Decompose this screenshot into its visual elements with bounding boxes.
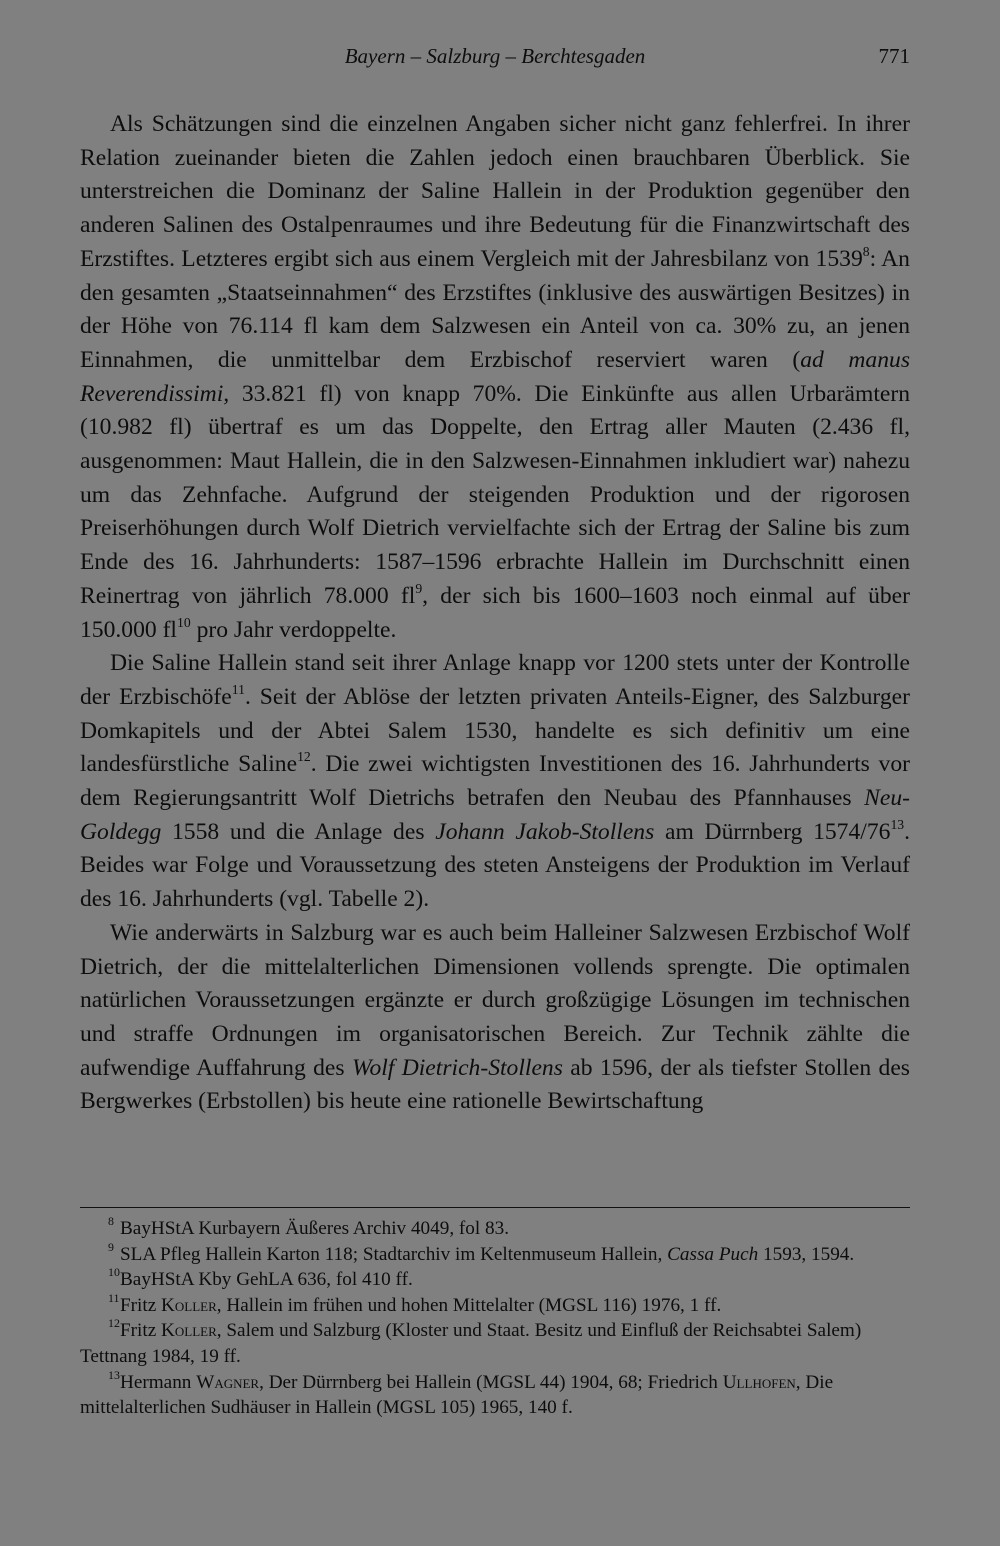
- footnote-ref-10: 10: [177, 614, 191, 630]
- footnote-10: 10BayHStA Kby GehLA 636, fol 410 ff.: [108, 1265, 413, 1291]
- text-run: Die Saline Hallein stand seit ihrer Anlage knapp vor 1200 stets unter der Kontrolle der Erzbischöfe: [80, 650, 910, 710]
- footnote-separator: [80, 1207, 910, 1208]
- footnote-ref-12: 12: [297, 749, 311, 765]
- text-run: . Seit der Ablöse der letzten privaten Anteils-Eigner, des Salzburger Domkapitels und der Abtei Salem 1530, handelte es sich definitiv um eine landesfürstliche Saline: [80, 683, 910, 778]
- footnote-text: SLA Pfleg Hallein Karton 118; Stadtarchiv im Keltenmuseum Hallein,: [120, 1243, 668, 1265]
- footnote-text: BayHStA Kby GehLA 636, fol 410 ff.: [120, 1269, 413, 1291]
- footnotes: [80, 1216, 910, 1421]
- footnote-12: 12Fritz Koller, Salem und Salzburg (Kloster und Staat. Besitz und Einfluß der Reichsabtei Salem) Tettnang 1984, 19 ff.: [80, 1316, 862, 1367]
- text-run: , der sich bis 1600–1603 noch einmal auf über 150.000 fl: [80, 582, 910, 643]
- text-run: 1558 und die Anlage des: [161, 818, 436, 845]
- footnote-text: BayHStA Kurbayern Äußeres Archiv 4049, fol 83.: [120, 1218, 510, 1239]
- footnote-text: , Die mittelalterlichen Sudhäuser in Hallein (MGSL 105) 1965, 140 f.: [80, 1371, 834, 1419]
- running-title: Bayern – Salzburg – Berchtesgaden: [344, 44, 646, 68]
- italic-phrase: Johann Jakob-Stollens: [435, 818, 655, 845]
- footnote-text: , Hallein im frühen und hohen Mittelalter (MGSL 116) 1976, 1 ff.: [216, 1294, 722, 1316]
- author-name: Koller: [161, 1320, 217, 1342]
- text-run: : An den gesamten „Staatseinnahmen“ des Erzstiftes (inklusive des auswärtigen Besitzes) in der Höhe von 76.114 fl kam dem Salzwesen ein Anteil von ca. 30% zu, an jenen Einnahmen, die unmittelbar dem Erzbischof reserviert waren (: [80, 245, 910, 373]
- author-name: Koller: [161, 1294, 217, 1316]
- footnote-9: 9 SLA Pfleg Hallein Karton 118; Stadtarchiv im Keltenmuseum Hallein, Cassa Puch 1593, 1594.: [108, 1239, 855, 1265]
- footnote-ref-9: 9: [415, 581, 423, 596]
- text-run: . Beides war Folge und Voraussetzung des steten Ansteigens der Produktion im Verlauf des 16. Jahrhunderts (vgl. Tabelle 2).: [80, 818, 911, 913]
- running-header: [80, 44, 910, 76]
- paragraph-1: [80, 108, 910, 647]
- text-run: . Die zwei wichtigsten Investitionen des 16. Jahrhunderts vor dem Regierungsantritt Wolf Dietrichs betrafen den Neubau des Pfannhauses: [80, 751, 910, 812]
- footnote-8: 8 BayHStA Kurbayern Äußeres Archiv 4049, fol 83.: [108, 1214, 510, 1239]
- text-run: Wie anderwärts in Salzburg war es auch beim Halleiner Salzwesen Erzbischof Wolf Dietrich, der die mittelalterlichen Dimensionen vollends sprengte. Die optimalen natürlichen Voraussetzungen ergänzte er durch großzügige Lösungen im technischen und straffe Ordnungen im organisatorischen Bereich. Zur Technik zählte die aufwendige Auffahrung des: [80, 919, 910, 1081]
- footnote-text: , Salem und Salzburg (Kloster und Staat. Besitz und Einfluß der Reichsabtei Salem) Tettnang 1984, 19 ff.: [80, 1320, 862, 1367]
- page-number: 771: [878, 44, 910, 68]
- footnote-text: 1593, 1594.: [758, 1243, 855, 1265]
- author-name: Ullhofen: [722, 1371, 796, 1393]
- footnote-text: Fritz: [120, 1294, 162, 1316]
- italic-phrase: Neu-Goldegg: [80, 785, 910, 845]
- paragraph-2: [80, 647, 910, 917]
- italic-phrase: Wolf Dietrich-Stollens: [351, 1054, 563, 1081]
- footnote-ref-8: 8: [862, 243, 870, 259]
- footnote-11: 11Fritz Koller, Hallein im frühen und hohen Mittelalter (MGSL 116) 1976, 1 ff.: [108, 1290, 722, 1316]
- footnote-13: 13Hermann Wagner, Der Dürrnberg bei Hallein (MGSL 44) 1904, 68; Friedrich Ullhofen, Die mittelalterlichen Sudhäuser in Hallein (MGSL 105) 1965, 140 f.: [80, 1367, 834, 1419]
- footnote-text: , Der Dürrnberg bei Hallein (MGSL 44) 1904, 68; Friedrich: [259, 1371, 723, 1393]
- text-run: pro Jahr verdoppelte.: [190, 616, 397, 643]
- footnote-ref-11: 11: [231, 682, 245, 698]
- author-name: Wagner: [196, 1371, 260, 1393]
- footnote-text: Fritz: [120, 1320, 162, 1342]
- footnote-text: Hermann: [120, 1371, 197, 1393]
- paragraph-3: [80, 917, 910, 1119]
- main-text: [80, 108, 910, 1119]
- text-run: am Dürrnberg 1574/76: [654, 818, 891, 845]
- text-run: ab 1596, der als tiefster Stollen des Bergwerkes (Erbstollen) bis heute eine rationelle Bewirtschaftung: [80, 1054, 910, 1115]
- footnote-ref-13: 13: [890, 816, 905, 832]
- text-run: 33.821 fl) von knapp 70%. Die Einkünfte aus allen Urbarämtern (10.982 fl) übertraf es um das Doppelte, den Ertrag aller Mauten (2.436 fl, ausgenommen: Maut Hallein, die in den Salzwesen-Einnahmen inkludiert war) nahezu um das Zehnfache. Aufgrund der steigenden Produktion und der rigorosen Preiserhöhungen durch Wolf Dietrich vervielfachte sich der Ertrag der Saline bis zum Ende des 16. Jahrhunderts: 1587–1596 erbrachte Hallein im Durchschnitt einen Reinertrag von jährlich 78.000 fl: [80, 380, 910, 609]
- footnote-italic: Cassa Puch: [667, 1243, 759, 1265]
- text-run: Als Schätzungen sind die einzelnen Angaben sicher nicht ganz fehlerfrei. In ihrer Relation zueinander bieten die Zahlen jedoch einen brauchbaren Überblick. Sie unterstreichen die Dominanz der Saline Hallein in der Produktion gegenüber den anderen Salinen des Ostalpenraumes und ihre Bedeutung für die Finanzwirtschaft des Erzstiftes. Letzteres ergibt sich aus einem Vergleich mit der Jahresbilanz von 1539: [80, 111, 910, 272]
- italic-phrase: ad manus Reverendissimi,: [80, 346, 910, 407]
